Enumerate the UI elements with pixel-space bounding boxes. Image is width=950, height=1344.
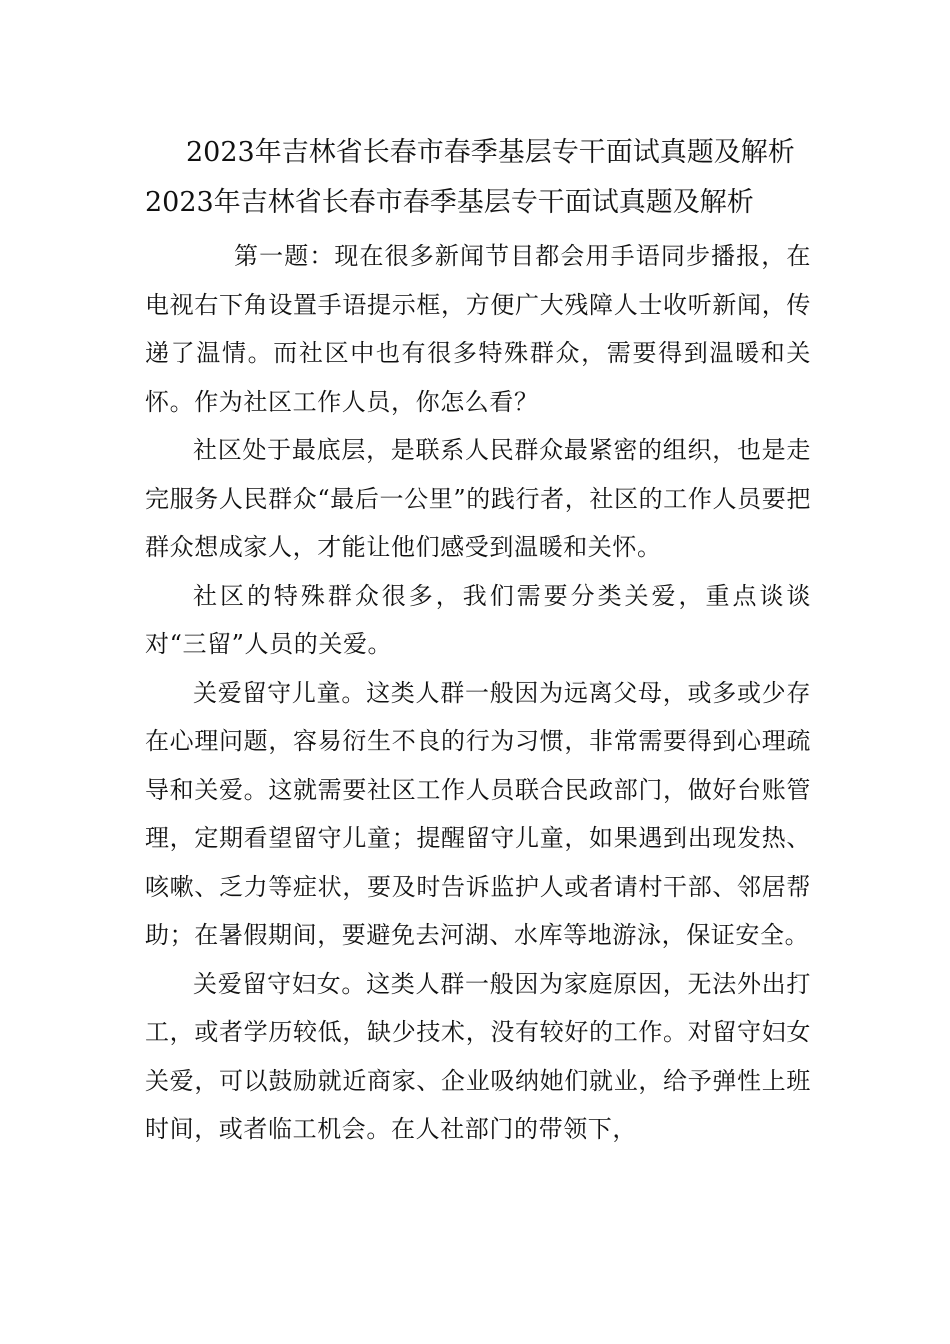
document-title: 2023年吉林省长春市春季基层专干面试真题及解析 <box>186 137 795 168</box>
body-paragraph: 社区的特殊群众很多，我们需要分类关爱，重点谈谈对“三留”人员的关爱。 <box>145 581 811 658</box>
body-paragraph: 关爱留守儿童。这类人群一般因为远离父母，或多或少存在心理问题，容易衍生不良的行为习惯，非常需要得到心理疏导和关爱。这就需要社区工作人员联合民政部门，做好台账管理，定期看望留守儿童；提醒留守儿童，如果遇到出现发热、咳嗽、乏力等症状，要及时告诉监护人或者请村干部、邻居帮助；在暑假期间，要避免去河湖、水库等地游泳，保证安全。 <box>145 678 811 949</box>
document-page <box>145 128 811 1154</box>
question-paragraph: 第一题：现在很多新闻节目都会用手语同步播报，在电视右下角设置手语提示框，方便广大残障人士收听新闻，传递了温情。而社区中也有很多特殊群众，需要得到温暖和关怀。作为社区工作人员，你怎么看？ <box>145 242 811 416</box>
document-title-repeat: 2023年吉林省长春市春季基层专干面试真题及解析 <box>145 187 754 218</box>
body-paragraph: 关爱留守妇女。这类人群一般因为家庭原因，无法外出打工，或者学历较低，缺少技术，没有较好的工作。对留守妇女关爱，可以鼓励就近商家、企业吸纳她们就业，给予弹性上班时间，或者临工机会。在人社部门的带领下， <box>145 969 811 1143</box>
body-paragraph: 社区处于最底层，是联系人民群众最紧密的组织，也是走完服务人民群众“最后一公里”的践行者，社区的工作人员要把群众想成家人，才能让他们感受到温暖和关怀。 <box>145 436 811 561</box>
